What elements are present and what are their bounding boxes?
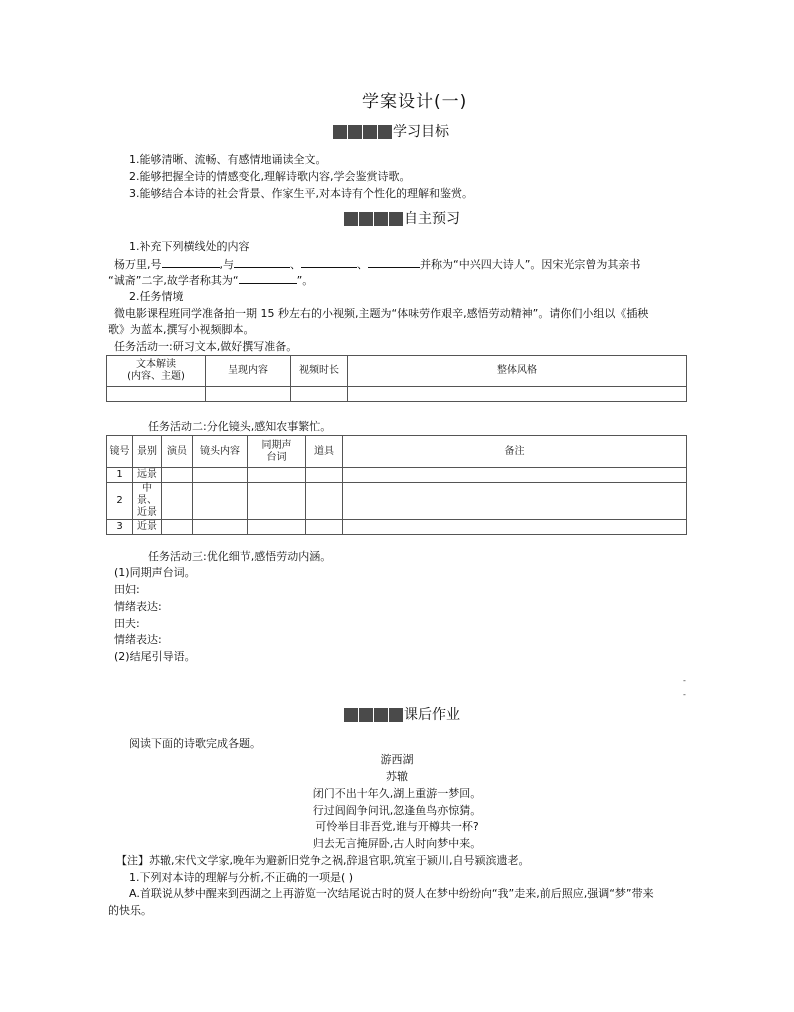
shot-scale: 中景、 近景 [133,483,162,520]
table1-cell [206,387,291,402]
scenario-line-2: 歌》为蓝本,撰写小视频脚本。 [108,323,255,336]
section-header-goals [333,123,449,141]
scenario-line-1: 微电影课程班同学准备拍一期 15 秒左右的小视频,主题为“体味劳作艰辛,感悟劳动精神”。请你们小组以《插秧 [114,307,649,320]
fill-line-2 [108,273,313,288]
sub-question-1: (1)同期声台词。 [114,566,196,579]
table2-cell [193,520,248,535]
fill-line-1 [114,257,640,272]
homework-intro: 阅读下面的诗歌完成各题。 [129,737,261,750]
table2-cell [162,468,193,483]
preview-q2: 2.任务情境 [129,290,184,303]
task-1: 任务活动一:研习文本,做好撰写准备。 [114,340,298,353]
header-block [374,708,388,722]
table2-header-0: 镜号 [107,436,133,468]
table2-header-5: 道具 [306,436,343,468]
goal-1: 1.能够清晰、流畅、有感情地诵读全文。 [129,153,327,166]
margin-mark: - [683,690,686,699]
option-a-line-2: 的快乐。 [108,904,152,917]
poem-line-2: 行过闾阎争问讯,忽逢鱼鸟亦惊猜。 [312,804,482,817]
table1-cell [107,387,206,402]
blank-1 [162,257,220,268]
table2-header-3: 镜头内容 [193,436,248,468]
fill-text-b: ,与 [219,258,234,271]
table2-cell [306,468,343,483]
fill-text-g: ”。 [296,274,314,287]
header-block [363,125,377,139]
header-block [374,212,388,226]
header-block [333,125,347,139]
header-block [389,212,403,226]
shot-scale: 近景 [133,520,162,535]
shot-number: 1 [107,468,133,483]
poem-note: 【注】苏辙,宋代文学家,晚年为避新旧党争之祸,辞退官职,筑室于颍川,自号颍滨遗老。 [116,854,530,867]
section-title-goals: 学习目标 [393,124,449,140]
table2-cell [193,468,248,483]
header-block [389,708,403,722]
table2-header-4: 同期声 台词 [248,436,306,468]
line-farmer: 田夫: [114,617,140,630]
shot-scale: 远景 [133,468,162,483]
fill-text-e: 并称为“中兴四大诗人”。因宋光宗曾为其亲书 [420,258,641,271]
fill-text-f: “诚斋”二字,故学者称其为“ [108,274,239,287]
section-title-preview: 自主预习 [404,211,460,227]
option-a-line-1: A.首联说从梦中醒来到西湖之上再游览一次结尾说古时的贤人在梦中纷纷向“我”走来,前后照应,强调“梦”带来 [129,887,654,900]
blank-3 [301,257,357,268]
table1-header-3: 整体风格 [348,356,687,387]
table2-header-6: 备注 [343,436,687,468]
poem-line-1: 闭门不出十年久,湖上重游一梦回。 [312,787,482,800]
header-block [359,212,373,226]
table1-header-2: 视频时长 [291,356,348,387]
section-header-preview [344,210,460,228]
fill-text-c: 、 [290,258,301,271]
table2-cell [306,520,343,535]
table1-header-1: 呈现内容 [206,356,291,387]
table1-cell [291,387,348,402]
homework-question-1: 1.下列对本诗的理解与分析,不正确的一项是( ) [129,871,354,884]
table2-cell [248,468,306,483]
table2-cell [306,483,343,520]
table2-cell [343,520,687,535]
header-block [344,708,358,722]
goal-2: 2.能够把握全诗的情感变化,理解诗歌内容,学会鉴赏诗歌。 [129,170,411,183]
table2-cell [248,483,306,520]
line-emotion-2: 情绪表达: [114,633,162,646]
header-block [378,125,392,139]
shot-number: 3 [107,520,133,535]
table2-cell [162,483,193,520]
poem-author: 苏辙 [386,770,408,783]
fill-text-d: 、 [357,258,368,271]
blank-2 [234,257,290,268]
table2-cell [248,520,306,535]
poem-line-4: 归去无言掩屏卧,古人时向梦中来。 [312,837,482,850]
section-title-homework: 课后作业 [404,707,460,723]
header-block [344,212,358,226]
table2-cell [343,483,687,520]
table1-header-0: 文本解读 (内容、主题) [107,356,206,387]
shot-number: 2 [107,483,133,520]
margin-mark: - [683,676,686,685]
table2-header-1: 景别 [133,436,162,468]
section-header-homework [344,706,460,724]
task-2: 任务活动二:分化镜头,感知农事繁忙。 [148,420,332,433]
line-farm-wife: 田妇: [114,583,140,596]
poem-line-3: 可怜举目非吾党,谁与开樽共一杯? [315,820,479,833]
page-title: 学案设计(一) [362,92,468,112]
table2-cell [193,483,248,520]
table2-cell [162,520,193,535]
table1-cell [348,387,687,402]
blank-4 [368,257,420,268]
table-shot-list [106,435,687,535]
header-block [359,708,373,722]
preview-q1: 1.补充下列横线处的内容 [129,240,250,253]
table-text-analysis [106,355,687,402]
fill-text-a: 杨万里,号 [114,258,162,271]
table2-header-2: 演员 [162,436,193,468]
line-emotion-1: 情绪表达: [114,600,162,613]
header-block [348,125,362,139]
sub-question-2: (2)结尾引导语。 [114,650,196,663]
table2-cell [343,468,687,483]
goal-3: 3.能够结合本诗的社会背景、作家生平,对本诗有个性化的理解和鉴赏。 [129,187,473,200]
task-3: 任务活动三:优化细节,感悟劳动内涵。 [148,550,332,563]
blank-5 [239,273,297,284]
poem-title: 游西湖 [380,753,414,766]
